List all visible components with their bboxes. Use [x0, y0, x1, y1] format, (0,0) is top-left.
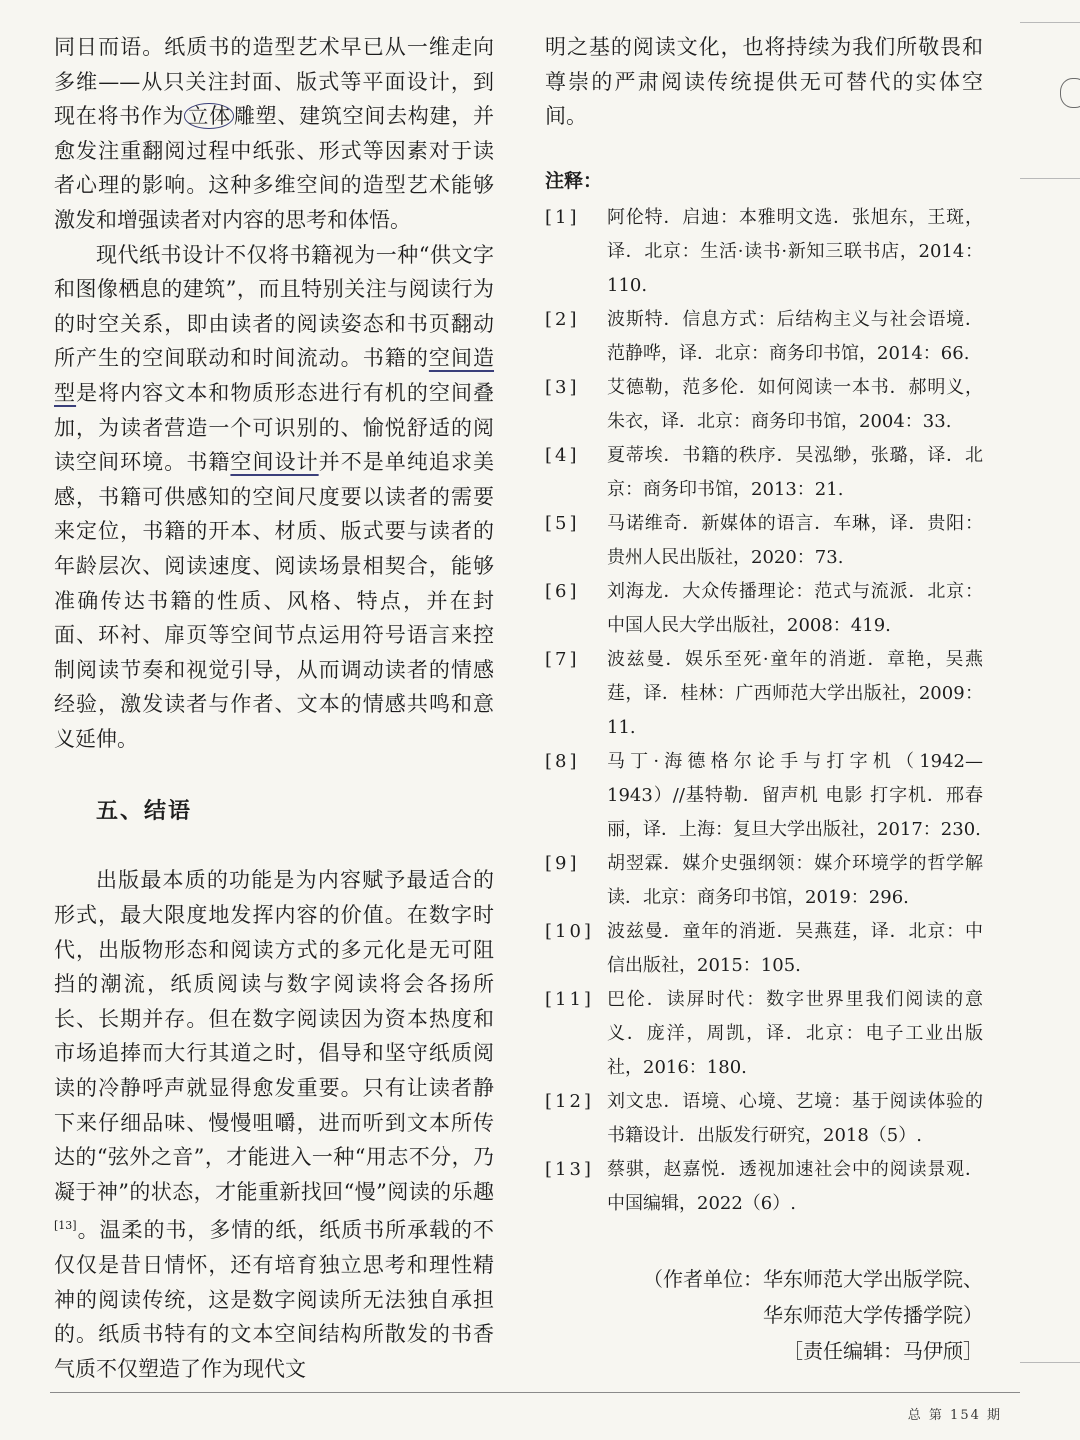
- citation-superscript: [13]: [54, 1219, 77, 1233]
- circled-annotation: 立体: [184, 103, 233, 129]
- paragraph-2: 现代纸书设计不仅将书籍视为一种“供文字和图像栖息的建筑”，而且特别关注与阅读行为的时空关系，即由读者的阅读姿态和书页翻动所产生的空间联动和时间流动。书籍的空间造型是将内容文本和物质形态进行有机的空间叠加，为读者营造一个可识别的、愉悦舒适的阅读空间环境。书籍空间设计并不是单纯追求美感，书籍可供感知的空间尺度要以读者的需要来定位，书籍的开本、材质、版式要与读者的年龄层次、阅读速度、阅读场景相契合，能够准确传达书籍的性质、风格、特点，并在封面、环衬、扉页等空间节点运用符号语言来控制阅读节奏和视觉引导，从而调动读者的情感经验，激发读者与作者、文本的情感共鸣和意义延伸。: [54, 242, 495, 751]
- ornament-icon: [1060, 78, 1080, 108]
- reference-item: [545, 507, 983, 575]
- reference-item: [545, 439, 983, 507]
- reference-number: [12]: [545, 1090, 594, 1112]
- author-affiliation: [545, 1261, 983, 1369]
- adjacent-page-rule: [1020, 22, 1080, 23]
- section-title: 五、结语: [96, 799, 193, 825]
- reference-item: [545, 983, 983, 1085]
- underlined-annotation: 空间设计: [230, 450, 319, 475]
- reference-item: [545, 915, 983, 983]
- reference-text: 阿伦特．启迪：本雅明文选．张旭东，王斑，译．北京：生活·读书·新知三联书店，2014：110.: [607, 206, 983, 296]
- reference-item: [545, 201, 983, 303]
- reference-text: 马丁·海德格尔论手与打字机（1942—1943）//基特勒．留声机 电影 打字机．邢春丽，译．上海：复旦大学出版社，2017：230.: [607, 750, 983, 840]
- reference-item: [545, 1085, 983, 1153]
- reference-item: [545, 303, 983, 371]
- reference-text: 刘文忠．语境、心境、艺境：基于阅读体验的书籍设计．出版发行研究，2018（5）.: [607, 1090, 983, 1146]
- paragraph-4: 明之基的阅读文化，也将持续为我们所敬畏和尊崇的严肃阅读传统提供无可替代的实体空间。: [545, 35, 983, 129]
- reference-number: [11]: [545, 988, 594, 1010]
- reference-number: [5]: [545, 512, 580, 534]
- reference-item: [545, 745, 983, 847]
- responsible-editor: ［责任编辑：马伊颀］: [783, 1338, 983, 1363]
- paragraph-3: 出版最本质的功能是为内容赋予最适合的形式，最大限度地发挥内容的价值。在数字时代，出版物形态和阅读方式的多元化是无可阻挡的潮流，纸质阅读与数字阅读将会各扬所长、长期并存。但在数字阅读因为资本热度和市场追捧而大行其道之时，倡导和坚守纸质阅读的冷静呼声就显得愈发重要。只有让读者静下来仔细品味、慢慢咀嚼，进而听到文本所传达的“弦外之音”，才能进入一种“用志不分，乃凝于神”的状态，才能重新找回“慢”阅读的乐趣[13]。温柔的书，多情的纸，纸质书所承载的不仅仅是昔日情怀，还有培育独立思考和理性精神的阅读传统，这是数字阅读所无法独自承担的。纸质书特有的文本空间结构所散发的书香气质不仅塑造了作为现代文: [54, 868, 494, 1381]
- issue-number: 总 第 154 期: [907, 1408, 1002, 1423]
- footer-rule: [50, 1392, 1020, 1393]
- reference-text: 波斯特．信息方式：后结构主义与社会语境．范静哗，译．北京：商务印书馆，2014：66.: [607, 308, 983, 364]
- reference-number: [7]: [545, 648, 580, 670]
- reference-text: 蔡骐，赵嘉悦．透视加速社会中的阅读景观．中国编辑，2022（6）.: [607, 1158, 983, 1214]
- reference-item: [545, 1153, 983, 1221]
- adjacent-page-rule: [1020, 1362, 1080, 1363]
- reference-item: [545, 847, 983, 915]
- right-column: [545, 30, 983, 1369]
- reference-number: [13]: [545, 1158, 594, 1180]
- adjacent-page-rule: [1020, 178, 1080, 179]
- reference-number: [6]: [545, 580, 580, 602]
- affiliation-line: 华东师范大学传播学院）: [763, 1302, 983, 1327]
- notes-title: 注释：: [545, 169, 603, 192]
- reference-item: [545, 643, 983, 745]
- reference-text: 波兹曼．娱乐至死·童年的消逝．章艳，吴燕莛，译．桂林：广西师范大学出版社，2009：11.: [607, 648, 983, 738]
- reference-number: [4]: [545, 444, 580, 466]
- reference-text: 夏蒂埃．书籍的秩序．吴泓缈，张璐，译．北京：商务印书馆，2013：21.: [607, 444, 983, 500]
- reference-number: [2]: [545, 308, 580, 330]
- reference-text: 波兹曼．童年的消逝．吴燕莛，译．北京：中信出版社，2015：105.: [607, 920, 983, 976]
- paragraph-1: 同日而语。纸质书的造型艺术早已从一维走向多维——从只关注封面、版式等平面设计，到现在将书作为 立体 雕塑、建筑空间去构建，并愈发注重翻阅过程中纸张、形式等因素对于读者心理的影响。这种多维空间的造型艺术能够激发和增强读者对内容的思考和体悟。: [54, 35, 495, 232]
- affiliation-line: （作者单位：华东师范大学出版学院、: [643, 1266, 983, 1291]
- reference-number: [8]: [545, 750, 580, 772]
- reference-number: [9]: [545, 852, 580, 874]
- reference-text: 马诺维奇．新媒体的语言．车琳，译．贵阳：贵州人民出版社，2020：73.: [607, 512, 983, 568]
- reference-number: [1]: [545, 206, 580, 228]
- left-column: [54, 30, 494, 1386]
- reference-text: 艾德勒，范多伦．如何阅读一本书．郝明义，朱衣，译．北京：商务印书馆，2004：33.: [607, 376, 983, 432]
- reference-item: [545, 575, 983, 643]
- reference-number: [3]: [545, 376, 580, 398]
- reference-text: 刘海龙．大众传播理论：范式与流派．北京：中国人民大学出版社，2008：419.: [607, 580, 983, 636]
- reference-item: [545, 371, 983, 439]
- underlined-annotation: 空间造型: [54, 346, 495, 405]
- reference-text: 胡翌霖．媒介史强纲领：媒介环境学的哲学解读．北京：商务印书馆，2019：296.: [607, 852, 983, 908]
- reference-list: [545, 201, 983, 1221]
- reference-text: 巴伦．读屏时代：数字世界里我们阅读的意义．庞洋，周凯，译．北京：电子工业出版社，2016：180.: [607, 988, 983, 1078]
- reference-number: [10]: [545, 920, 594, 942]
